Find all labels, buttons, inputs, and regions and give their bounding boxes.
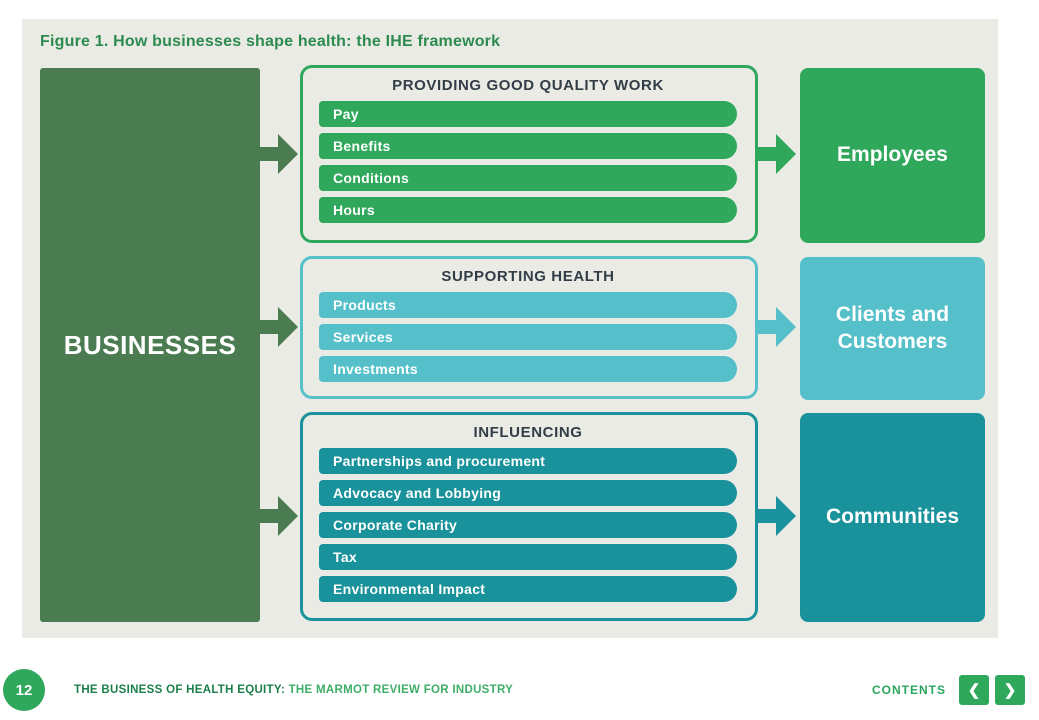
pill-services: Services [319,324,737,350]
contents-navigation [872,675,1025,705]
businesses-box [40,68,260,622]
target-label: Clients and Customers [835,303,950,353]
contents-link[interactable]: CONTENTS [872,683,946,697]
businesses-label: BUSINESSES [63,329,237,360]
figure-panel [22,19,998,638]
pill-hours: Hours [319,197,737,223]
arrow-businesses-to-influencing-icon [260,496,298,536]
pill-advocacy-and-lobbying: Advocacy and Lobbying [319,480,737,506]
group-title: SUPPORTING HEALTH [441,268,615,285]
pill-list [319,292,737,382]
arrow-influencing-to-communities-icon [758,496,796,536]
target-label: Communities [825,505,959,529]
target-clients-customers-box [800,257,985,400]
arrow-work-to-employees-icon [758,134,796,174]
report-subtitle: THE MARMOT REVIEW FOR INDUSTRY [288,684,514,696]
pill-list [319,101,737,223]
report-footer-title [74,684,513,696]
figure-title: Figure 1. How businesses shape health: the IHE framework [40,33,501,50]
page-number-badge [3,669,45,711]
group-title: INFLUENCING [473,424,583,441]
pill-investments: Investments [319,356,737,382]
arrow-businesses-to-work-icon [260,134,298,174]
pill-environmental-impact: Environmental Impact [319,576,737,602]
pill-tax: Tax [319,544,737,570]
report-title: THE BUSINESS OF HEALTH EQUITY: [74,684,286,696]
pill-benefits: Benefits [319,133,737,159]
pill-pay: Pay [319,101,737,127]
group-title: PROVIDING GOOD QUALITY WORK [392,77,664,94]
page-number: 12 [15,681,33,699]
chevron-right-icon: ❯ [1003,682,1017,699]
pill-corporate-charity: Corporate Charity [319,512,737,538]
chevron-left-icon: ❮ [967,682,981,699]
next-page-button[interactable] [995,675,1025,705]
pill-conditions: Conditions [319,165,737,191]
target-employees-box [800,68,985,243]
pill-list [319,448,737,602]
target-communities-box [800,413,985,622]
pill-partnerships-and-procurement: Partnerships and procurement [319,448,737,474]
arrow-health-to-clients-icon [758,307,796,347]
group-providing-good-quality-work [300,65,758,243]
arrow-businesses-to-health-icon [260,307,298,347]
previous-page-button[interactable] [959,675,989,705]
group-supporting-health [300,256,758,399]
group-influencing [300,412,758,621]
target-label: Employees [837,143,948,167]
pill-products: Products [319,292,737,318]
